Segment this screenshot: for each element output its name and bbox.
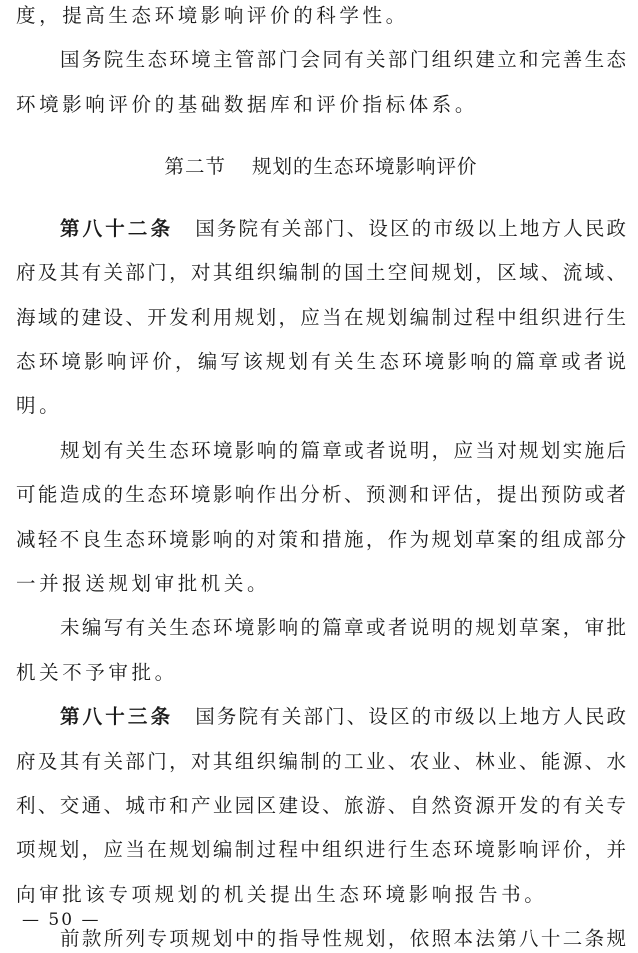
paragraph-line: 前款所列专项规划中的指导性规划，依照本法第八十二条规: [60, 927, 626, 950]
paragraph-line: 未编写有关生态环境影响的篇章或者说明的规划草案，审批: [60, 616, 626, 639]
section-heading: [16, 153, 626, 181]
paragraph-line: 府及其有关部门，对其组织编制的国土空间规划，区域、流域、: [16, 261, 626, 284]
article-82-first-line: [16, 215, 626, 243]
paragraph-line: 机关不予审批。: [16, 661, 178, 684]
paragraph-line: 项规划，应当在规划编制过程中组织进行生态环境影响评价，并: [16, 838, 626, 861]
paragraph-line: 明。: [16, 394, 63, 417]
paragraph-line: 利、交通、城市和产业园区建设、旅游、自然资源开发的有关专: [16, 794, 626, 817]
article-82-label: 第八十二条: [60, 217, 174, 240]
paragraph-line: 一并报送规划审批机关。: [16, 572, 271, 595]
paragraph-line: 环境影响评价的基础数据库和评价指标体系。: [16, 93, 479, 116]
article-82-text: 国务院有关部门、设区的市级以上地方人民政: [195, 217, 626, 240]
section-number: 第二节: [164, 155, 226, 178]
page-number: — 50 —: [22, 910, 101, 930]
paragraph-line: 府及其有关部门，对其组织编制的工业、农业、林业、能源、水: [16, 750, 626, 773]
paragraph-line: 向审批该专项规划的机关提出生态环境影响报告书。: [16, 883, 548, 906]
paragraph-line: 减轻不良生态环境影响的对策和措施，作为规划草案的组成部分: [16, 528, 626, 551]
paragraph-line: 规划有关生态环境影响的篇章或者说明，应当对规划实施后: [60, 439, 626, 462]
section-title: 规划的生态环境影响评价: [252, 155, 478, 178]
article-83-label: 第八十三条: [60, 705, 174, 728]
article-83-text: 国务院有关部门、设区的市级以上地方人民政: [195, 705, 626, 728]
paragraph-line: 可能造成的生态环境影响作出分析、预测和评估，提出预防或者: [16, 483, 626, 506]
paragraph-line: 国务院生态环境主管部门会同有关部门组织建立和完善生态: [60, 48, 626, 71]
article-83-first-line: [16, 703, 626, 731]
paragraph-line: 态环境影响评价，编写该规划有关生态环境影响的篇章或者说: [16, 350, 626, 373]
paragraph-line: 度，提高生态环境影响评价的科学性。: [16, 4, 409, 27]
paragraph-line: 海域的建设、开发利用规划，应当在规划编制过程中组织进行生: [16, 306, 626, 329]
